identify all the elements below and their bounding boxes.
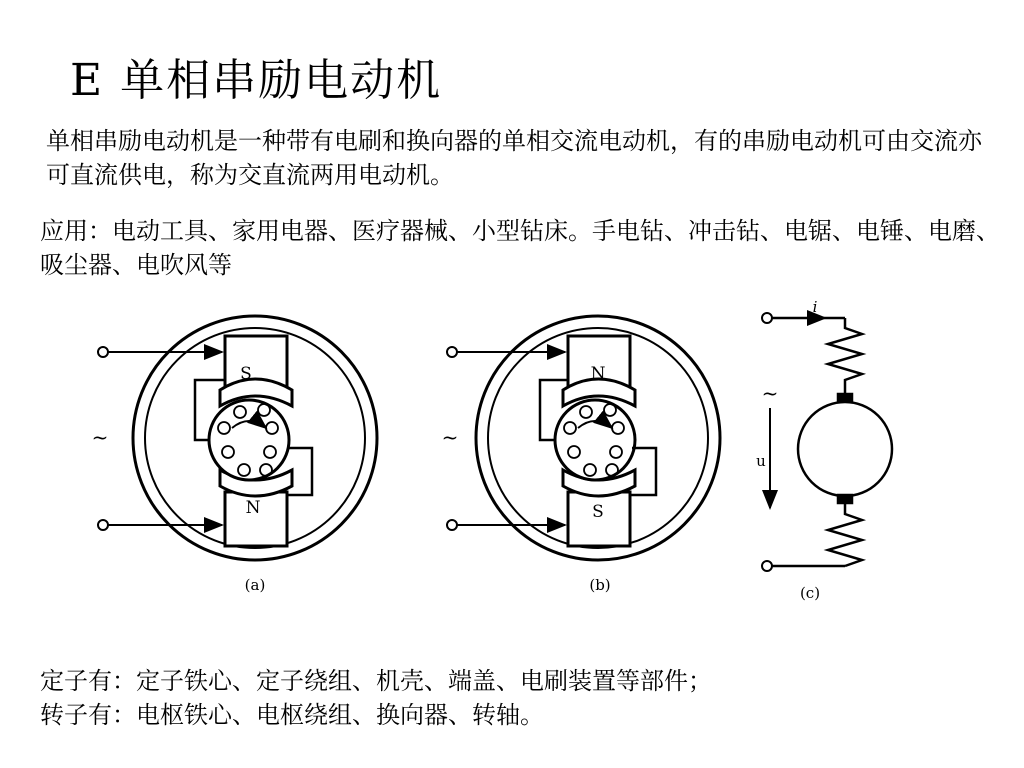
terminal-bottom <box>98 520 108 530</box>
voltage-label: u <box>756 452 766 470</box>
slide-title: E 单相串励电动机 <box>70 55 443 106</box>
motor-diagram-c <box>762 313 892 571</box>
motor-diagram-b <box>447 316 720 560</box>
caption-a: (a) <box>244 576 266 594</box>
pole-label-bottom-a: N <box>245 498 261 518</box>
terminal-top <box>762 313 772 323</box>
caption-c: (c) <box>799 584 821 602</box>
terminal-top <box>447 347 457 357</box>
terminal-top <box>98 347 108 357</box>
intro-paragraph: 单相串励电动机是一种带有电刷和换向器的单相交流电动机，有的串励电动机可由交流亦可直流供电，称为交直流两用电动机。 <box>46 127 982 189</box>
ac-symbol-b: ~ <box>441 425 459 449</box>
ac-symbol-a: ~ <box>91 425 109 449</box>
pole-label-top-b: N <box>590 364 606 384</box>
brush-bottom <box>838 495 852 503</box>
ac-symbol-c: ~ <box>761 381 779 405</box>
field-winding-top <box>828 318 862 394</box>
field-winding-bottom <box>828 503 862 566</box>
terminal-bottom <box>447 520 457 530</box>
current-label: i <box>812 298 818 316</box>
pole-label-top-a: S <box>240 364 252 384</box>
armature-symbol <box>798 402 892 496</box>
terminal-bottom <box>762 561 772 571</box>
applications-paragraph: 应用：电动工具、家用电器、医疗器械、小型钻床。手电钻、冲击钻、电锯、电锤、电磨、吸尘器、电吹风等 <box>40 217 1000 279</box>
caption-b: (b) <box>589 576 611 594</box>
stator-parts-line: 定子有：定子铁心、定子绕组、机壳、端盖、电刷装置等部件； <box>40 667 712 695</box>
pole-label-bottom-b: S <box>592 502 604 522</box>
rotor-parts-line: 转子有：电枢铁心、电枢绕组、换向器、转轴。 <box>40 701 544 729</box>
motor-diagram-a <box>98 316 377 560</box>
